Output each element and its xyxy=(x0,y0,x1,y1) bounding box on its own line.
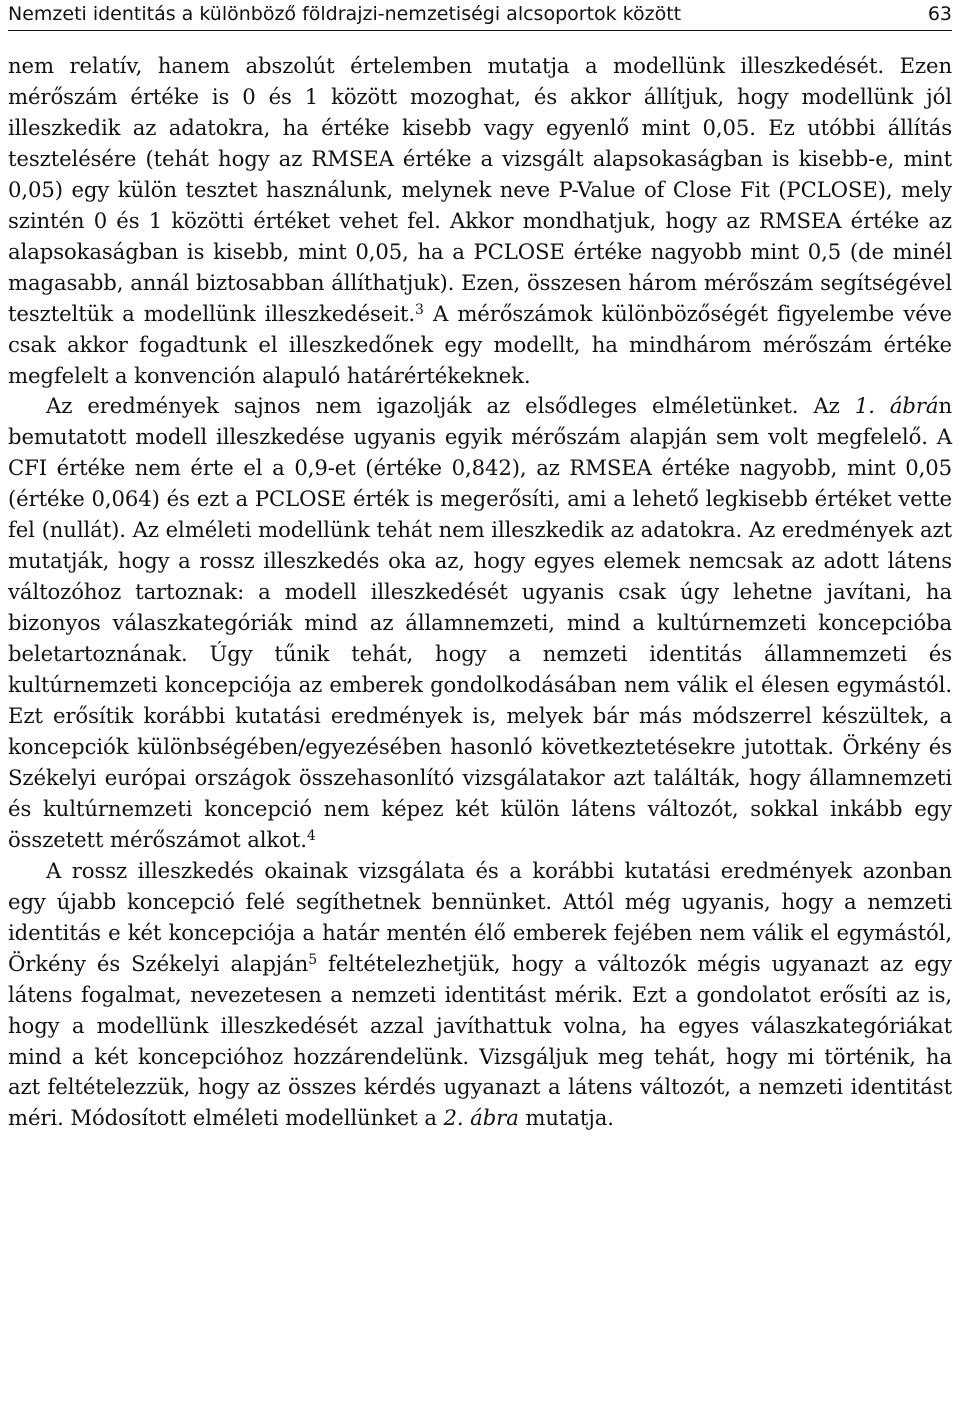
footnote-ref-5: 5 xyxy=(308,951,318,968)
footnote-ref-4: 4 xyxy=(306,827,316,844)
figure-reference-1: 1. ábrá xyxy=(854,393,939,419)
paragraph-1-text-a: nem relatív, hanem abszolút értelemben mutatja a modellünk illeszkedését. Ezen mérőszám értéke is 0 és 1 között mozoghat, és akkor állítjuk, hogy modellünk jól illeszkedik az adatokra, ha értéke kisebb vagy egyenlő mint 0,05. Ez utóbbi állítás tesztelésére (tehát hogy az RMSEA értéke a vizsgált alapsokaságban is kisebb-e, mint 0,05) egy külön tesztet használunk, melynek neve P-Value of Close Fit (PCLOSE), mely szintén 0 és 1 közötti értéket vehet fel. Akkor mondhatjuk, hogy az RMSEA értéke az alapsokaságban is kisebb, mint 0,05, ha a PCLOSE értéke nagyobb mint 0,5 (de minél magasabb, annál biztosabban állíthatjuk). Ezen, összesen három mérőszám segítségével teszteltük a modellünk illeszkedéseit. xyxy=(8,53,952,326)
paragraph-3-text-b: feltételezhetjük, hogy a változók mégis ugyanazt az egy látens fogalmat, nevezetesen a nemzeti identitást mérik. Ezt a gondolatot erősíti az is, hogy a modellünk illeszkedését azzal javíthattuk volna, ha egyes válaszkategóriákat mind a két koncepcióhoz hozzárendelünk. Vizsgáljuk meg tehát, hogy mi történik, ha azt feltételezzük, hogy az összes kérdés ugyanazt a látens változót, a nemzeti identitást méri. Módosított elméleti modellünket a xyxy=(8,950,953,1131)
body-text xyxy=(8,51,952,1134)
figure-reference-2: 2. ábra xyxy=(443,1105,519,1131)
header-title: Nemzeti identitás a különböző földrajzi-nemzetiségi alcsoportok között xyxy=(8,3,682,25)
paragraph-1 xyxy=(8,51,952,391)
paragraph-3-text-c: mutatja. xyxy=(518,1105,614,1131)
paragraph-3-text-a: A rossz illeszkedés okainak vizsgálata és a korábbi kutatási eredmények azonban egy újabb koncepció felé segíthetnek bennünket. Attól még ugyanis, hogy a nemzeti identitás e két koncepciója a határ mentén élő emberek fejében nem válik el egymástól, Örkény és Székelyi alapján xyxy=(8,857,952,976)
paragraph-2 xyxy=(8,391,952,855)
paragraph-2-text-b: n bemutatott modell illeszkedése ugyanis egyik mérőszám alapján sem volt megfelelő. A CFI értéke nem érte el a 0,9-et (értéke 0,842), az RMSEA értéke nagyobb, mint 0,05 (értéke 0,064) és ezt a PCLOSE érték is megerősíti, ami a lehető legkisebb értéket vette fel (nullát). Az elméleti modellünk tehát nem illeszkedik az adatokra. Az eredmények azt mutatják, hogy a rossz illeszkedés oka az, hogy egyes elemek nemcsak az adott látens változóhoz tartoznak: a modell illeszkedését ugyanis csak úgy lehetne javítani, ha bizonyos válaszkategóriák mind az államnemzeti, mind a kultúrnemzeti koncepcióba beletartoznának. Úgy tűnik tehát, hogy a nemzeti identitás államnemzeti és kultúrnemzeti koncepciója az emberek gondolkodásában nem válik el élesen egymástól. Ezt erősítik korábbi kutatási eredmények is, melyek bár más módszerrel készültek, a koncepciók különbségében/egyezésében hasonló következtetésekre jutottak. Örkény és Székelyi európai országok összehasonlító vizsgálatakor azt találták, hogy államnemzeti és kultúrnemzeti koncepció nem képez két külön látens változót, sokkal inkább egy összetett mérőszámot alkot. xyxy=(8,393,952,852)
paragraph-1-text-b: A mérőszámok különbözőségét figyelembe véve csak akkor fogadtunk el illeszkedőnek egy modellt, ha mindhárom mérőszám értéke megfelelt a konvención alapuló határértékeknek. xyxy=(8,300,952,388)
page-number: 63 xyxy=(927,3,952,25)
running-header xyxy=(8,0,952,31)
paragraph-2-text-a: Az eredmények sajnos nem igazolják az elsődleges elméletünket. Az xyxy=(46,393,855,419)
document-page xyxy=(8,0,952,1134)
footnote-ref-3: 3 xyxy=(414,301,424,318)
paragraph-3 xyxy=(8,856,952,1135)
